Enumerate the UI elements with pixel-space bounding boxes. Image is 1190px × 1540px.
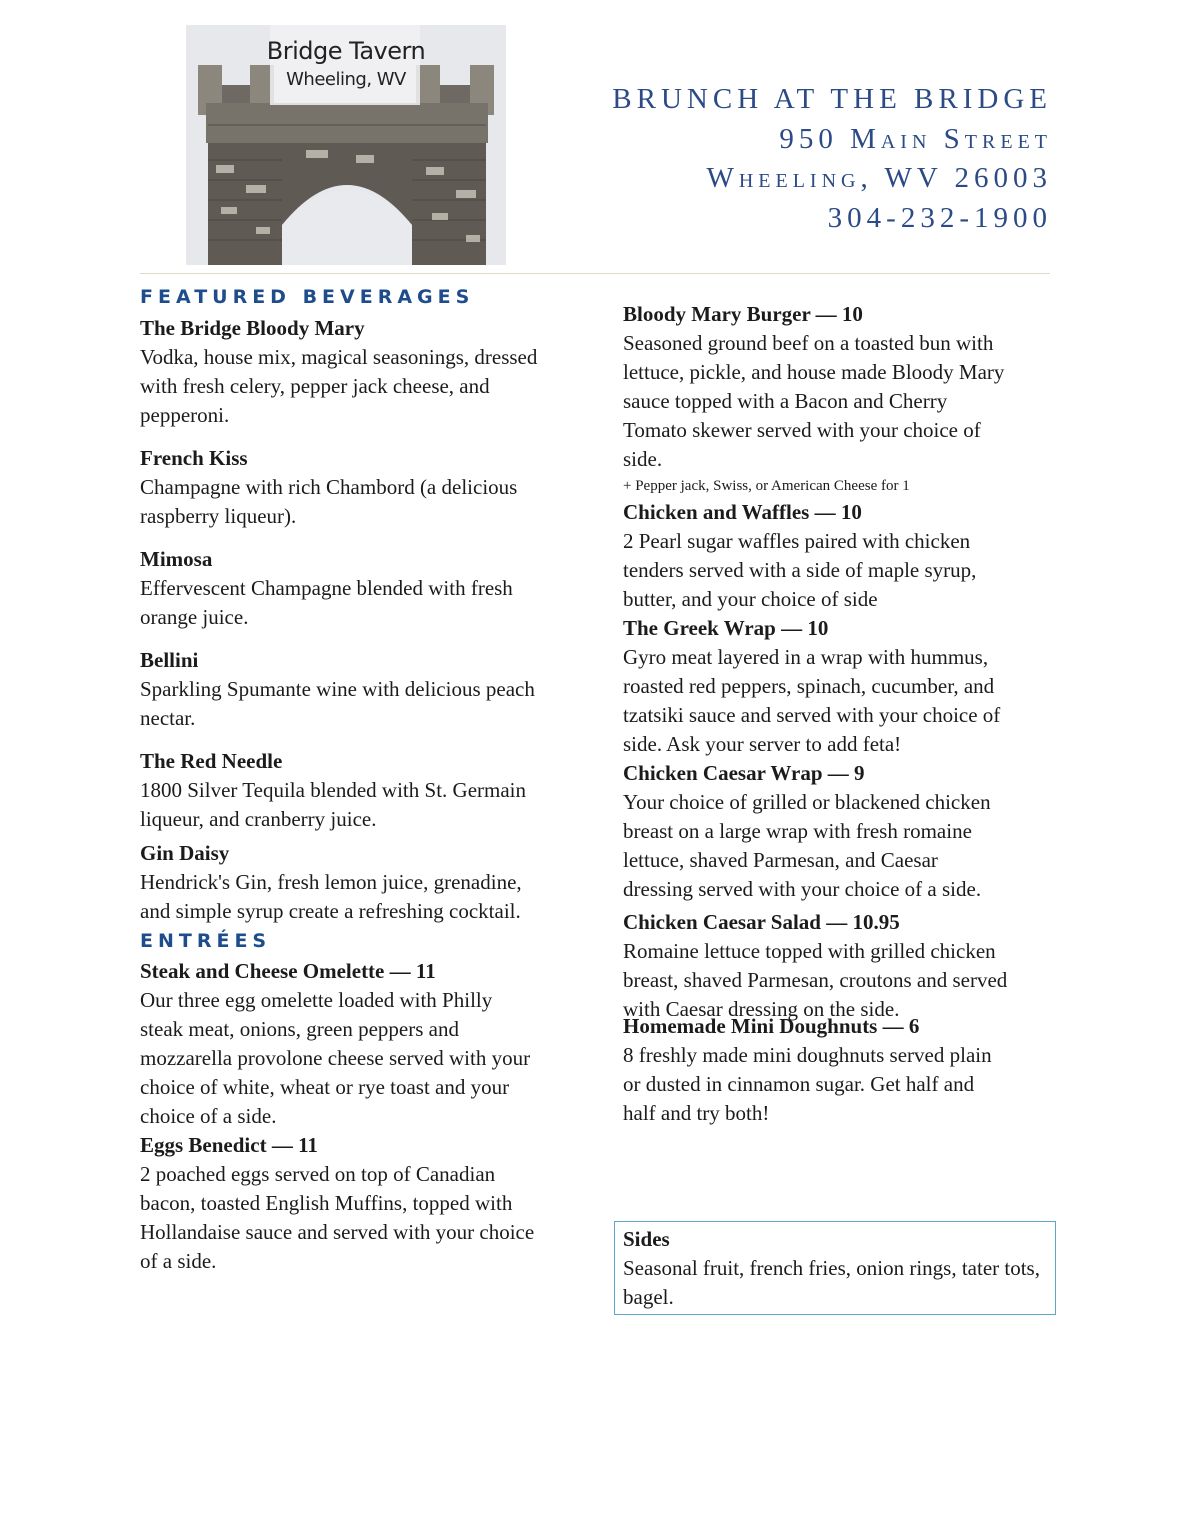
item-name: Chicken and Waffles — 10 — [623, 500, 862, 524]
item-description: Gyro meat layered in a wrap with hummus, roasted red peppers, spinach, cucumber, and tzatsiki sauce and served with your choice of side. Ask your server to add feta! — [623, 645, 1001, 756]
address-street: 950 Main Street — [779, 122, 1052, 155]
item-description: 2 poached eggs served on top of Canadian bacon, toasted English Muffins, topped with Hollandaise sauce and served with your choice of a side. — [140, 1162, 535, 1273]
item-name: Mimosa — [140, 547, 213, 571]
item-name: Chicken Caesar Salad — 10.95 — [623, 910, 900, 934]
item-description: Champagne with rich Chambord (a delicious raspberry liqueur). — [140, 475, 518, 528]
item-description: 2 Pearl sugar waffles paired with chicken tenders served with a side of maple syrup, butter, and your choice of side — [623, 529, 977, 611]
item-name: Gin Daisy — [140, 841, 230, 865]
item-name: Bellini — [140, 648, 199, 672]
menu-item-entree — [623, 498, 1013, 614]
item-description: 1800 Silver Tequila blended with St. Germain liqueur, and cranberry juice. — [140, 778, 526, 831]
page-title: BRUNCH AT THE BRIDGE — [612, 83, 1052, 115]
menu-item-beverage — [140, 444, 540, 531]
menu-item-beverage — [140, 646, 540, 733]
item-name: Homemade Mini Doughnuts — 6 — [623, 1014, 920, 1038]
beverages-section-title: FEATURED BEVERAGES — [140, 286, 475, 308]
sides-box — [614, 1221, 1056, 1315]
item-name: Steak and Cheese Omelette — 11 — [140, 959, 436, 983]
sides-description: Seasonal fruit, french fries, onion rings, tater tots, bagel. — [623, 1256, 1040, 1309]
item-name: French Kiss — [140, 446, 248, 470]
menu-item-entree — [623, 908, 1013, 1024]
sides-title: Sides — [623, 1227, 670, 1251]
left-column — [140, 314, 540, 1276]
entrees-section-title: ENTRÉES — [140, 930, 272, 952]
item-name: Chicken Caesar Wrap — 9 — [623, 761, 865, 785]
menu-item-beverage — [140, 545, 540, 632]
menu-item-entree — [623, 1012, 1013, 1128]
menu-item-entree — [140, 1131, 540, 1276]
item-description: Romaine lettuce topped with grilled chicken breast, shaved Parmesan, croutons and served with Caesar dressing on the side. — [623, 939, 1008, 1021]
item-description: Vodka, house mix, magical seasonings, dressed with fresh celery, pepper jack cheese, and pepperoni. — [140, 345, 538, 427]
menu-item-entree — [623, 300, 1013, 498]
restaurant-header — [612, 80, 1052, 238]
right-column — [623, 300, 1013, 1128]
address-city: Wheeling, WV 26003 — [706, 162, 1052, 194]
bridge-tavern-logo — [186, 25, 506, 265]
logo-subtitle: Wheeling, WV — [286, 69, 406, 90]
logo-title: Bridge Tavern — [266, 37, 426, 65]
item-name: The Bridge Bloody Mary — [140, 316, 365, 340]
item-description: Our three egg omelette loaded with Philly steak meat, onions, green peppers and mozzarella provolone cheese served with your choice of white, wheat or rye toast and your choice of a side. — [140, 988, 531, 1128]
menu-item-entree — [623, 759, 1013, 904]
item-description: Your choice of grilled or blackened chicken breast on a large wrap with fresh romaine lettuce, shaved Parmesan, and Caesar dressing served with your choice of a side. — [623, 790, 991, 901]
menu-item-entree — [623, 614, 1013, 759]
item-name: Eggs Benedict — 11 — [140, 1133, 318, 1157]
header-divider — [140, 273, 1050, 274]
item-description: 8 freshly made mini doughnuts served plain or dusted in cinnamon sugar. Get half and half and try both! — [623, 1043, 992, 1125]
menu-item-beverage — [140, 747, 540, 834]
item-description: Seasoned ground beef on a toasted bun with lettuce, pickle, and house made Bloody Mary sauce topped with a Bacon and Cherry Tomato skewer served with your choice of side. — [623, 331, 1005, 471]
menu-item-beverage — [140, 314, 540, 430]
item-name: The Red Needle — [140, 749, 283, 773]
phone-number: 304-232-1900 — [827, 201, 1052, 234]
item-description: Effervescent Champagne blended with fresh orange juice. — [140, 576, 513, 629]
item-add-on-note: + Pepper jack, Swiss, or American Cheese for 1 — [623, 478, 910, 494]
item-name: The Greek Wrap — 10 — [623, 616, 829, 640]
item-description: Sparkling Spumante wine with delicious peach nectar. — [140, 677, 535, 730]
item-name: Bloody Mary Burger — 10 — [623, 302, 863, 326]
menu-item-beverage — [140, 839, 540, 926]
item-description: Hendrick's Gin, fresh lemon juice, grenadine, and simple syrup create a refreshing cocktail. — [140, 870, 522, 923]
menu-item-entree — [140, 957, 540, 1131]
